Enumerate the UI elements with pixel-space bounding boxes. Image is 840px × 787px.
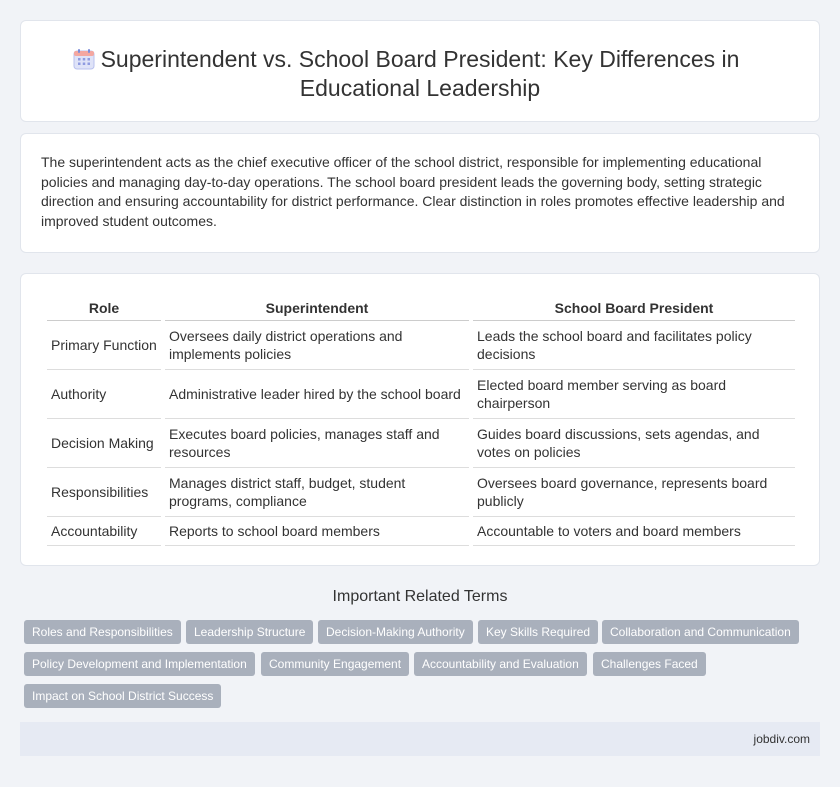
footer-site-link[interactable]: jobdiv.com [753,732,810,746]
board-president-cell: Oversees board governance, represents board publicly [473,468,795,517]
tag-link[interactable]: Impact on School District Success [24,684,221,708]
role-cell: Decision Making [47,419,161,468]
tag-link[interactable]: Roles and Responsibilities [24,620,181,644]
header-superintendent: Superintendent [165,296,469,321]
table-row [47,321,795,370]
superintendent-cell: Manages district staff, budget, student programs, compliance [165,468,469,517]
board-president-cell: Accountable to voters and board members [473,517,795,546]
tag-link[interactable]: Community Engagement [261,652,409,676]
tag-link[interactable]: Key Skills Required [478,620,598,644]
header-role: Role [47,296,161,321]
superintendent-cell: Oversees daily district operations and implements policies [165,321,469,370]
role-cell: Responsibilities [47,468,161,517]
tag-link[interactable]: Leadership Structure [186,620,313,644]
related-terms-title: Important Related Terms [332,588,508,605]
role-cell: Authority [47,370,161,419]
footer [20,722,820,756]
table-header-row [47,296,795,321]
tag-link[interactable]: Decision-Making Authority [318,620,473,644]
table-row [47,468,795,517]
board-president-cell: Elected board member serving as board chairperson [473,370,795,419]
tag-link[interactable]: Policy Development and Implementation [24,652,255,676]
board-president-cell: Leads the school board and facilitates policy decisions [473,321,795,370]
intro-card [20,133,820,253]
table-row [47,370,795,419]
superintendent-cell: Reports to school board members [165,517,469,546]
table-row [47,419,795,468]
intro-paragraph: The superintendent acts as the chief executive officer of the school district, responsible for implementing educational policies and managing day-to-day operations. The school board president leads the governing body, setting strategic direction and ensuring accountability for district performance. Clear distinction in roles promotes effective leadership and improved student outcomes. [41,154,785,229]
tag-link[interactable]: Accountability and Evaluation [414,652,587,676]
tag-link[interactable]: Collaboration and Communication [602,620,799,644]
comparison-table [43,296,799,546]
table-row [47,517,795,546]
board-president-cell: Guides board discussions, sets agendas, and votes on policies [473,419,795,468]
comparison-card [20,273,820,566]
superintendent-cell: Administrative leader hired by the school board [165,370,469,419]
header-board-president: School Board President [473,296,795,321]
tag-link[interactable]: Challenges Faced [593,652,706,676]
role-cell: Primary Function [47,321,161,370]
title-card [20,20,820,122]
page-title: Superintendent vs. School Board President: Key Differences in Educational Leadership [100,46,740,101]
role-cell: Accountability [47,517,161,546]
superintendent-cell: Executes board policies, manages staff and resources [165,419,469,468]
